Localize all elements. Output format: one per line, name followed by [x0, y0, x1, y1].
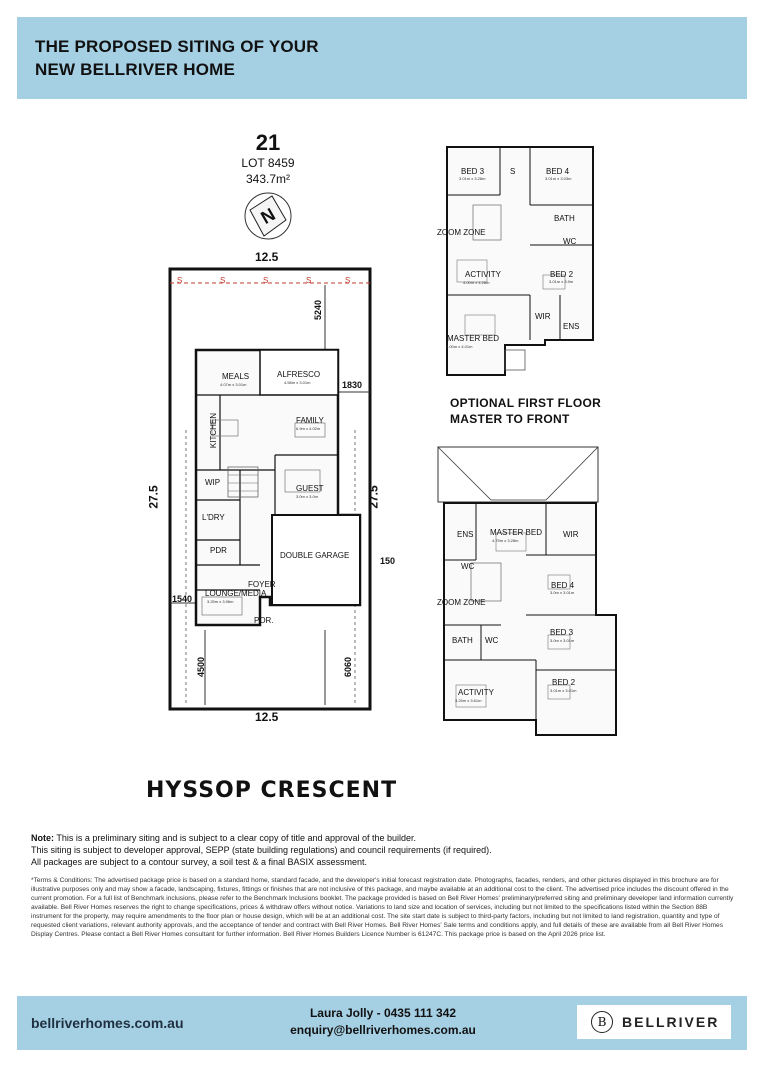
garage-outline — [272, 515, 360, 605]
optional-caption-line1: OPTIONAL FIRST FLOOR — [450, 396, 602, 410]
sewer-mark-3: S — [263, 276, 269, 285]
ff-activity-size: 4.00m x 4.28m — [463, 280, 490, 285]
ff-bed4-size: 3.01m x 3.03m — [545, 176, 572, 181]
ff-bed2-size: 3.01m x 3.9m — [549, 279, 574, 284]
front-setback-right-dim: 6060 — [343, 656, 354, 678]
opt-wc-upper: WC — [461, 562, 475, 571]
ff-wc: WC — [563, 237, 577, 246]
ff-bath: BATH — [554, 214, 575, 223]
logo-letter: B — [597, 1015, 607, 1029]
footer-banner — [17, 996, 747, 1050]
room-meals-size: 4.07m x 3.01m — [220, 382, 247, 387]
logo-wordmark: BELLRIVER — [622, 1014, 720, 1030]
opt-master-bed: MASTER BED — [490, 528, 543, 537]
lot-number: 21 — [255, 130, 281, 155]
depth-left-dim: 27.5 — [146, 485, 161, 509]
side-setback-dim: 1540 — [172, 594, 193, 604]
street-name: HYSSOP CRESCENT — [146, 778, 398, 803]
room-laundry: L'DRY — [202, 513, 225, 522]
header-title-line2: NEW BELLRIVER HOME — [35, 60, 236, 79]
compass-letter: N — [257, 204, 279, 228]
ff-zoom-zone: ZOOM ZONE — [437, 228, 486, 237]
room-guest-size: 3.0m x 3.0m — [296, 494, 319, 499]
ff-storage: S — [510, 167, 516, 176]
ff-master-bed-size: 4.00m x 4.01m — [446, 344, 473, 349]
sewer-mark-4: S — [306, 276, 312, 285]
note-line1: This is a preliminary siting and is subject to a clear copy of title and approval of the builder. — [56, 833, 417, 843]
opt-bed4: BED 4 — [551, 581, 575, 590]
room-wip: WIP — [205, 478, 221, 487]
room-foyer: FOYER — [248, 580, 276, 589]
ff-wir: WIR — [535, 312, 551, 321]
depth-right-dim: 27.5 — [366, 485, 381, 509]
sewer-mark-1: S — [177, 276, 183, 285]
note-block — [31, 832, 731, 868]
ff-bed3: BED 3 — [461, 167, 485, 176]
sewer-mark-2: S — [220, 276, 226, 285]
opt-wc-lower: WC — [485, 636, 499, 645]
room-porch: POR. — [254, 616, 274, 625]
note-line3: All packages are subject to a contour survey, a soil test & a final BASIX assessment. — [31, 857, 367, 867]
note-label: Note: — [31, 833, 54, 843]
room-double-garage: DOUBLE GARAGE — [280, 551, 350, 560]
header-title-line1: THE PROPOSED SITING OF YOUR — [35, 37, 319, 56]
lot-area: 343.7m² — [245, 172, 291, 186]
opt-bed2: BED 2 — [552, 678, 576, 687]
sewer-mark-5: S — [345, 276, 351, 285]
opt-zoom-zone: ZOOM ZONE — [437, 598, 486, 607]
room-alfresco: ALFRESCO — [277, 370, 321, 379]
room-family-size: 6.9m x 4.02m — [296, 426, 321, 431]
contact-email[interactable]: enquiry@bellriverhomes.com.au — [290, 1023, 476, 1037]
opt-activity: ACTIVITY — [458, 688, 495, 697]
bellriver-logo — [577, 1005, 731, 1039]
room-lounge-media-size: 3.25m x 3.96m — [207, 599, 234, 604]
logo-circle-icon — [591, 1011, 613, 1033]
header-banner — [17, 17, 747, 99]
ff-master-bed: MASTER BED — [447, 334, 500, 343]
room-meals: MEALS — [222, 372, 250, 381]
ff-bed2: BED 2 — [550, 270, 574, 279]
room-family: FAMILY — [296, 416, 324, 425]
contact-name-phone[interactable]: Laura Jolly - 0435 111 342 — [309, 1006, 457, 1020]
room-kitchen: KITCHEN — [209, 412, 219, 449]
north-compass-icon — [242, 190, 294, 242]
ff-bed3-size: 3.01m x 3.28m — [459, 176, 486, 181]
alfresco-setback-dim: 1830 — [342, 380, 363, 390]
optional-caption-line2: MASTER TO FRONT — [450, 412, 570, 426]
ff-ens: ENS — [563, 322, 580, 331]
opt-bed3: BED 3 — [550, 628, 574, 637]
lot-label: LOT 8459 — [241, 156, 295, 170]
terms-and-conditions: *Terms & Conditions: The advertised package price is based on a standard home, standard facade, and the developer's initial forecast registration date. Photographs, facades, renders, and other pictures displayed in this brochure are for illustrative purposes only and may show a facade, landscaping, fixtures, fittings or finishes that are not inclusive of this package, and maybe available at an additional cost to the client. The advertised price includes the discount offered in the current promotion. For a full list of Benchmark inclusions, please refer to the Benchmark Inclusions booklet. The package provided is based on Bell River Homes' preliminary/preferred siting and preliminary developer land information currently available. Bell River Homes reserves the right to change specifications, prices & withdraw offers without notice. Variations to land size and location of services, including but not limited to the specifications listed within the Section 88B instrument for the property, may require amendments to the floor plan or house design, which will be at an additional cost. The site start date is subject to third-party factors, including but not limited to land registration, quantity and type of requested client variations, relevant authority approvals, and the acceptance of tender and contract with Bell River Homes. Bell River Homes' Sale terms and conditions apply, and full details of these are available from all Bell River Homes Display Centres. Please contact a Bell River Homes consultant for further information. Bell River Homes Builders Licence Number is 61247C. This package price is based on the April 2026 price list. — [31, 877, 734, 938]
opt-bed4-size: 3.0m x 3.01m — [550, 590, 575, 595]
note-line2: This siting is subject to developer approval, SEPP (state building regulations) and council requirements (if required). — [31, 845, 492, 855]
ff-bed4: BED 4 — [546, 167, 570, 176]
front-setback-left-dim: 4500 — [196, 656, 207, 678]
opt-bath: BATH — [452, 636, 473, 645]
opt-wir: WIR — [563, 530, 579, 539]
opt-master-bed-size: 4.75m x 3.28m — [492, 538, 519, 543]
garage-side-dim: 150 — [380, 556, 396, 566]
frontage-top-dim: 12.5 — [255, 250, 279, 264]
ff-activity: ACTIVITY — [465, 270, 502, 279]
opt-bed3-size: 3.0m x 3.01m — [550, 638, 575, 643]
opt-bed2-size: 3.01m x 3.01m — [550, 688, 577, 693]
website-link[interactable]: bellriverhomes.com.au — [31, 1015, 184, 1031]
opt-activity-size: 3.25m x 3.61m — [455, 698, 482, 703]
room-pdr: PDR — [210, 546, 227, 555]
room-guest: GUEST — [296, 484, 324, 493]
opt-ens: ENS — [457, 530, 474, 539]
frontage-bottom-dim: 12.5 — [255, 710, 279, 724]
site-plan — [150, 245, 395, 745]
room-alfresco-size: 4.58m x 3.01m — [284, 380, 311, 385]
room-lounge-media: LOUNGE/MEDIA — [205, 589, 267, 598]
rear-setback-dim: 5240 — [313, 299, 324, 321]
